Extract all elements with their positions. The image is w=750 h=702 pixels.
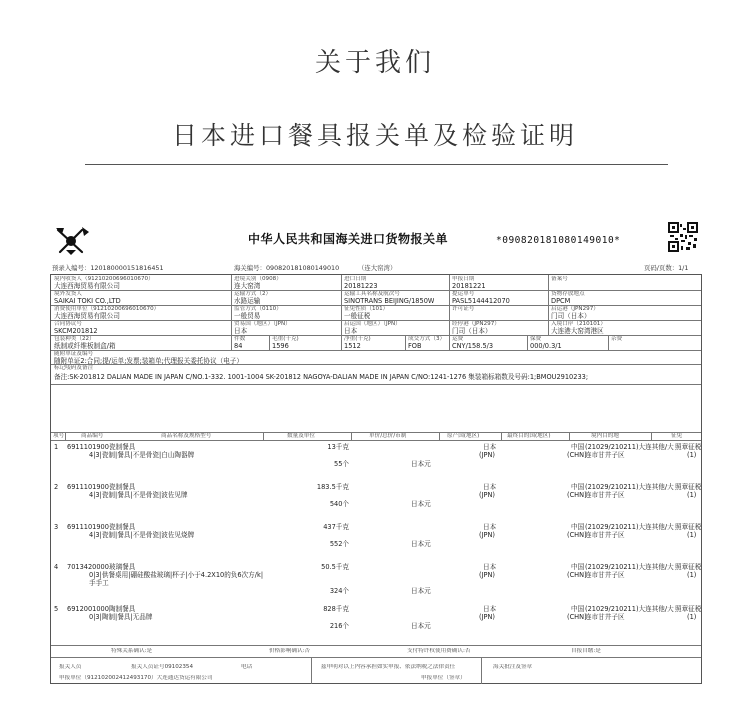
- shipper-label: 境外发货人: [54, 291, 82, 297]
- pack-value: 纸制或纤维板制盒/箱: [54, 342, 116, 350]
- goods-header-name: 商品名称及规格型号: [161, 433, 212, 439]
- goods-qty: 828千克: [323, 605, 349, 613]
- record-label: 备案号: [551, 276, 568, 282]
- goods-dest-code: (CHN): [567, 451, 587, 459]
- goods-tax: 照章征税: [675, 563, 702, 571]
- goods-no: 1: [54, 443, 59, 451]
- goods-spec: 0|3|陶制|餐具|无品牌: [89, 613, 153, 621]
- via-port-value: 门司（日本）: [452, 327, 492, 335]
- consignee-value: 大连西海贸易有限公司: [54, 282, 120, 290]
- goods-origin-code: (JPN): [479, 531, 495, 539]
- goods-origin-code: (JPN): [479, 613, 495, 621]
- documents-value: 随附单证2:合同;提/运单;发票;装箱单;代理报关委托协议（电子）: [54, 357, 243, 365]
- pack-label: 包装种类（22）: [54, 336, 95, 342]
- goods-dest: 中国: [571, 483, 585, 491]
- goods-no: 2: [54, 483, 59, 491]
- divider: [85, 164, 668, 165]
- goods-origin-code: (JPN): [479, 451, 495, 459]
- trade-country-value: 日本: [234, 327, 248, 335]
- goods-name: 瓷制餐具: [109, 483, 136, 491]
- page-title: 关于我们: [314, 48, 435, 78]
- contract-label: 合同协议号: [54, 321, 82, 327]
- goods-currency: 日本元: [411, 500, 431, 508]
- goods-currency: 日本元: [411, 587, 431, 595]
- goods-row: [51, 523, 701, 563]
- goods-tax-code: (1): [687, 451, 697, 459]
- goods-dest-code: (CHN): [567, 613, 587, 621]
- price-impact-confirm: 价格影响确认:否: [269, 648, 311, 654]
- goods-dest: 中国: [571, 605, 585, 613]
- consumer-label: 消费使用单位（91210200696010670）: [54, 306, 160, 312]
- customs-note-label: 海关批注及签章: [493, 664, 533, 670]
- via-port-label: 经停港（JPN297）: [452, 321, 500, 327]
- page-number: 页码/页数：1/1: [644, 264, 689, 272]
- goods-row: [51, 483, 701, 523]
- goods-origin-code: (JPN): [479, 491, 495, 499]
- goods-tax-code: (1): [687, 571, 697, 579]
- royalty-confirm: 支付特许权使用费确认:否: [407, 648, 471, 654]
- goods-tax-code: (1): [687, 491, 697, 499]
- gross-weight-value: 1596: [272, 342, 289, 350]
- goods-header-code: 商品编号: [81, 433, 104, 439]
- goods-qty: 50.5千克: [321, 563, 349, 571]
- goods-spec: 0|3|供餐桌用|硼硅酸盐玻璃|杯子|小于4.2X10的负6次方/k|手手工: [89, 571, 264, 588]
- storage-value: DPCM: [551, 297, 571, 305]
- goods-dest: 中国: [571, 523, 585, 531]
- goods-qty-pieces: 55个: [334, 460, 349, 468]
- goods-origin: 日本: [483, 523, 497, 531]
- goods-no: 5: [54, 605, 59, 613]
- barcode-number: *090820181080149010*: [496, 235, 621, 246]
- transport-value: 水路运输: [234, 297, 261, 305]
- goods-name: 陶制餐具: [109, 605, 136, 613]
- misc-fee-label: 杂费: [611, 336, 623, 342]
- tax-nature-label: 征免性质（101）: [344, 306, 389, 312]
- qr-code-icon: [668, 222, 698, 252]
- goods-dest: 中国: [571, 443, 585, 451]
- goods-qty-pieces: 552个: [329, 540, 349, 548]
- goods-code: 6911101900: [67, 483, 109, 491]
- goods-header-origin: 原产国(地区): [447, 433, 480, 439]
- declare-date-label: 申报日期: [452, 276, 475, 282]
- freight-label: 运费: [452, 336, 464, 342]
- goods-origin: 日本: [483, 483, 497, 491]
- freight-value: CNY/158.5/3: [452, 342, 494, 350]
- import-date-value: 20181223: [344, 282, 378, 290]
- goods-code: 6911101900: [67, 523, 109, 531]
- customs-declaration: [48, 218, 704, 688]
- depart-port-label: 启运港（JPN297）: [551, 306, 599, 312]
- goods-header-domestic: 境内目的地: [591, 433, 619, 439]
- shipper-value: SAIKAI TOKI CO.,LTD: [54, 297, 121, 305]
- customs-number: 海关编号：090820181080149010: [234, 264, 340, 272]
- marks-value: 备注:SK-201812 DALIAN MADE IN JAPAN C/NO.1-332. 1001-1004 SK-201812 NAGOYA-DALIAN MADE IN JAPAN C/NO:1241-1276 集装箱标箱数及号码:1;BMOU2910233;: [54, 373, 589, 381]
- special-relation-confirm: 特殊关系确认:是: [111, 648, 153, 654]
- goods-no: 4: [54, 563, 59, 571]
- goods-row: [51, 443, 701, 483]
- gross-weight-label: 毛重(千克): [272, 336, 299, 342]
- insurance-label: 保费: [530, 336, 542, 342]
- goods-dest: 中国: [571, 563, 585, 571]
- goods-domestic: (21029/210211)大连其他/大连市甘井子区: [585, 483, 674, 500]
- self-report-confirm: 自报自缴:是: [571, 648, 601, 654]
- goods-name: 瓷制餐具: [109, 523, 136, 531]
- storage-label: 货物存放地点: [551, 291, 585, 297]
- documents-label: 随附单证及编号: [54, 351, 94, 357]
- declaration-title: 中华人民共和国海关进口货物报关单: [248, 232, 449, 246]
- goods-domestic: (21029/210211)大连其他/大连市甘井子区: [585, 443, 674, 460]
- vessel-label: 运输工具名称及航次号: [344, 291, 400, 297]
- declaration-statement: 兹申明对以上内容承担如实申报、依法纳税之法律责任: [321, 664, 456, 670]
- supervision-label: 监管方式（0110）: [234, 306, 282, 312]
- goods-code: 6911101900: [67, 443, 109, 451]
- net-weight-value: 1512: [344, 342, 361, 350]
- transport-label: 运输方式（2）: [234, 291, 272, 297]
- customs-emblem-icon: [52, 224, 92, 256]
- goods-header-no: 项号: [53, 433, 65, 439]
- goods-tax: 照章征税: [675, 443, 702, 451]
- goods-code: 6912001000: [67, 605, 109, 613]
- import-date-label: 进口日期: [344, 276, 367, 282]
- goods-origin: 日本: [483, 563, 497, 571]
- goods-code: 7013420000: [67, 563, 109, 571]
- goods-row: [51, 605, 701, 643]
- goods-header-qty: 数量及单位: [287, 433, 315, 439]
- goods-no: 3: [54, 523, 59, 531]
- goods-currency: 日本元: [411, 460, 431, 468]
- license-label: 许可证号: [452, 306, 475, 312]
- goods-currency: 日本元: [411, 622, 431, 630]
- origin-country-value: 日本: [344, 327, 358, 335]
- goods-tax-code: (1): [687, 531, 697, 539]
- goods-qty: 437千克: [323, 523, 349, 531]
- deal-mode-label: 成交方式（3）: [408, 336, 446, 342]
- goods-header-dest: 最终目的国(地区): [507, 433, 551, 439]
- goods-qty-pieces: 324个: [329, 587, 349, 595]
- goods-qty-pieces: 216个: [329, 622, 349, 630]
- bl-label: 提运单号: [452, 291, 475, 297]
- page-subtitle: 日本进口餐具报关单及检验证明: [171, 121, 578, 150]
- goods-tax: 照章征税: [675, 483, 702, 491]
- goods-tax: 照章征税: [675, 605, 702, 613]
- entry-port-value: 大连港大窑湾港区: [551, 327, 604, 335]
- port-label: 进境关别（0908）: [234, 276, 282, 282]
- port-value: 连大窑湾: [234, 282, 261, 290]
- goods-qty: 183.5千克: [316, 483, 349, 491]
- entry-port-label: 入境口岸（210101）: [551, 321, 606, 327]
- pieces-label: 件数: [234, 336, 246, 342]
- declarant-label: 报关人员: [59, 664, 82, 670]
- insurance-value: 000/0.3/1: [530, 342, 562, 350]
- consignee-label: 境内收货人（91210200696010670）: [54, 276, 154, 282]
- bl-value: PASL5144412070: [452, 297, 510, 305]
- goods-spec: 4|3|瓷制|餐具|不是骨瓷|波佐见烧牌: [89, 531, 195, 539]
- supervision-value: 一般贸易: [234, 312, 261, 320]
- goods-dest-code: (CHN): [567, 531, 587, 539]
- declare-date-value: 20181221: [452, 282, 486, 290]
- goods-name: 瓷制餐具: [109, 443, 136, 451]
- declaration-form: [50, 274, 702, 684]
- tax-nature-value: 一般征税: [344, 312, 371, 320]
- depart-port-value: 门司（日本）: [551, 312, 591, 320]
- goods-qty: 13千克: [327, 443, 349, 451]
- goods-domestic: (21029/210211)大连其他/大连市甘井子区: [585, 523, 674, 540]
- vessel-value: SINOTRANS BEIJING/1850W: [344, 297, 435, 305]
- goods-tax: 照章征税: [675, 523, 702, 531]
- goods-qty-pieces: 540个: [329, 500, 349, 508]
- pre-entry-number: 预录入编号：120180000151816451: [52, 264, 164, 272]
- goods-origin: 日本: [483, 443, 497, 451]
- marks-label: 标记唛码及备注: [54, 365, 94, 371]
- goods-row: [51, 563, 701, 603]
- declarant-cert: 报关人员证号09102354: [131, 664, 194, 670]
- agent-label: 申报单位（912102002412493170）大连通达货运有限公司: [59, 675, 213, 681]
- goods-currency: 日本元: [411, 540, 431, 548]
- goods-domestic: (21029/210211)大连其他/大连市甘井子区: [585, 605, 674, 622]
- goods-spec: 4|3|瓷制|餐具|不是骨瓷|白山陶器牌: [89, 451, 195, 459]
- goods-name: 玻璃餐具: [109, 563, 136, 571]
- goods-header-price: 单价/总价/币制: [369, 433, 407, 439]
- goods-dest-code: (CHN): [567, 491, 587, 499]
- pieces-value: 84: [234, 342, 243, 350]
- goods-tax-code: (1): [687, 613, 697, 621]
- goods-dest-code: (CHN): [567, 571, 587, 579]
- goods-origin: 日本: [483, 605, 497, 613]
- seal-label: 申报单位（签章）: [421, 675, 466, 681]
- deal-mode-value: FOB: [408, 342, 422, 350]
- trade-country-label: 贸易国（地区）（JPN）: [234, 321, 291, 327]
- contract-value: SKCM201812: [54, 327, 98, 335]
- origin-country-label: 启运国（地区）（JPN）: [344, 321, 401, 327]
- net-weight-label: 净重(千克): [344, 336, 371, 342]
- goods-domestic: (21029/210211)大连其他/大连市甘井子区: [585, 563, 674, 580]
- consumer-value: 大连西海贸易有限公司: [54, 312, 120, 320]
- port-note: （连大窑湾）: [358, 264, 397, 272]
- goods-origin-code: (JPN): [479, 571, 495, 579]
- goods-spec: 4|3|瓷制|餐具|不是骨瓷|波佐见牌: [89, 491, 188, 499]
- phone-label: 电话: [241, 664, 253, 670]
- goods-header-tax: 征免: [671, 433, 683, 439]
